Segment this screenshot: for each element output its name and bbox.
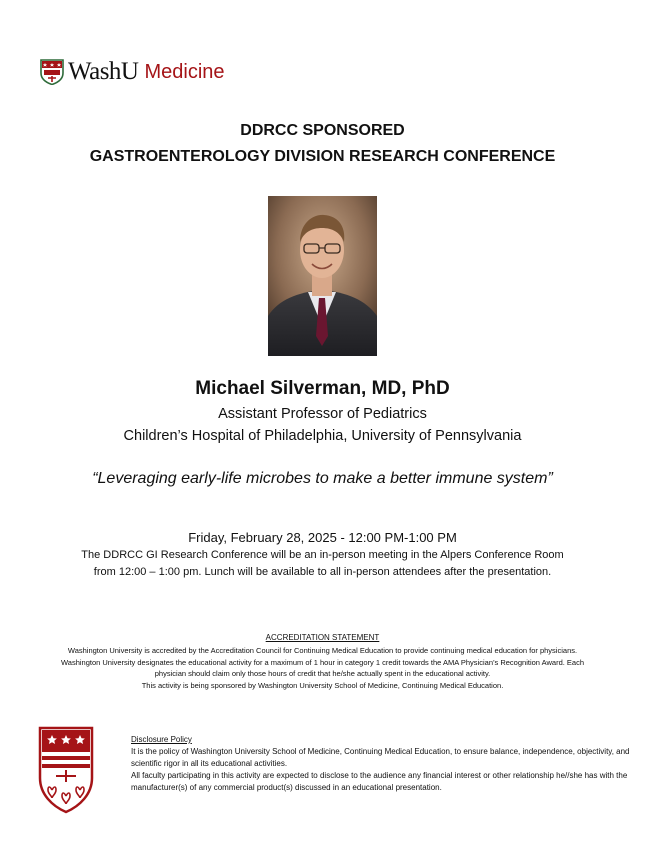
speaker-name: Michael Silverman, MD, PhD xyxy=(195,378,450,399)
talk-title: “Leveraging early-life microbes to make a better immune system” xyxy=(92,470,553,487)
washu-medicine-logo xyxy=(40,58,225,86)
disclosure-paragraph: It is the policy of Washington University School of Medicine, Continuing Medical Education, to ensure balance, independence, objectivity, and scientific rigor in all its educational activities. xyxy=(131,747,630,768)
speaker-photo xyxy=(268,196,377,356)
accreditation-paragraph: This activity is being sponsored by Washington University School of Medicine, Continuing Medical Education. xyxy=(141,680,504,690)
disclosure-paragraph: All faculty participating in this activity are expected to disclose to the audience any financial interest or other relationship he//she has with the manufacturer(s) of any commercial product(s) discussed in an educational presentation. xyxy=(131,771,628,792)
accreditation-paragraph: Washington University is accredited by the Accreditation Council for Continuing Medical Education to provide continuing medical education for physicians. xyxy=(67,646,578,655)
logo-secondary-text: Medicine xyxy=(144,60,225,83)
washu-shield-icon xyxy=(40,59,64,85)
event-details: The DDRCC GI Research Conference will be an in-person meeting in the Alpers Conference Room from 12:00 – 1:00 pm. Lunch will be available to all in-person attendees after the presentation. xyxy=(81,549,564,578)
logo-primary-text: WashU xyxy=(68,58,139,85)
disclosure-heading: Disclosure Policy xyxy=(131,735,192,744)
disclosure-policy xyxy=(131,734,631,794)
accreditation-heading: ACCREDITATION STATEMENT xyxy=(265,633,380,642)
accreditation-statement xyxy=(60,645,585,691)
speaker-position: Assistant Professor of Pediatrics xyxy=(218,406,427,422)
title-line-2: GASTROENTEROLOGY DIVISION RESEARCH CONFERENCE xyxy=(89,148,556,165)
speaker-affiliation: Children’s Hospital of Philadelphia, University of Pennsylvania xyxy=(123,428,522,444)
washu-shield-emblem-icon xyxy=(38,726,94,814)
title-line-1: DDRCC SPONSORED xyxy=(240,122,405,139)
event-datetime: Friday, February 28, 2025 - 12:00 PM-1:00 PM xyxy=(188,530,457,545)
accreditation-paragraph: Washington University designates the educational activity for a maximum of 1 hour in category 1 credit towards the AMA Physician’s Recognition Award. Each physician should claim only those hours of credit that he/she actually spent in the educational activity. xyxy=(60,657,585,678)
